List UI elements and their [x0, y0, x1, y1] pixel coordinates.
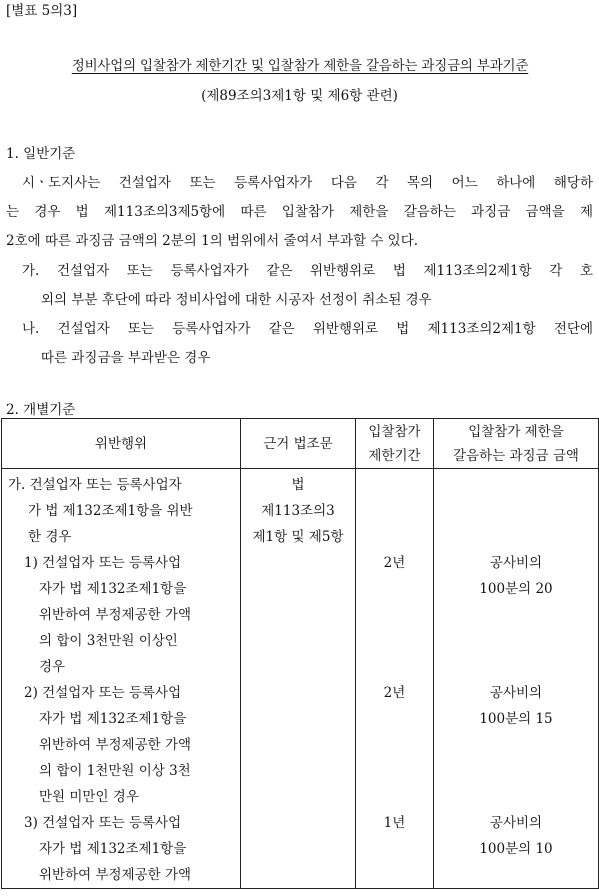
legal-basis-line: 법 — [291, 477, 305, 493]
table-row — [2, 469, 599, 889]
sub-item-line: 의 합이 1천만원 이상 3천 — [39, 763, 191, 779]
group-violation-line: 가 법 제132조제1항을 위반 — [28, 503, 193, 519]
penalty-line: 100분의 10 — [479, 841, 553, 857]
period-value: 2년 — [383, 685, 406, 701]
sub-item-line: 자가 법 제132조제1항을 — [39, 711, 187, 727]
general-paragraph-line: 는 경우 법 제113조의3제5항에 따른 입찰참가 제한을 갈음하는 과징금 금액을 제 — [6, 204, 593, 220]
sub-item-3-violation — [2, 810, 240, 888]
table-header-row — [2, 419, 599, 469]
sub-item-line: 위반하여 부정제공한 가액 — [39, 867, 192, 883]
col-header-legal-basis: 근거 법조문 — [241, 419, 356, 469]
sub-item-1-violation — [2, 550, 240, 680]
sub-item-line: 2) 건설업자 또는 등록사업 — [24, 685, 182, 701]
group-violation-line: 한 경우 — [28, 529, 72, 545]
penalty-line: 공사비의 — [489, 555, 543, 571]
legal-basis-line: 제1항 및 제5항 — [252, 529, 344, 545]
general-paragraph-line: 2호에 따른 과징금 금액의 2분의 1의 범위에서 줄여서 부과할 수 있다. — [6, 233, 419, 249]
general-item-na: 나. 건설업자 또는 등록사업자가 같은 위반행위로 법 제113조의2제1항 전단에 — [22, 321, 593, 337]
document-title: 정비사업의 입찰참가 제한기간 및 입찰참가 제한을 갈음하는 과징금의 부과기준 — [71, 58, 529, 74]
general-item-ga-cont: 외의 부분 후단에 따라 정비사업에 대한 시공자 선정이 취소된 경우 — [41, 292, 432, 308]
col-header-penalty-line: 갈음하는 과징금 금액 — [453, 447, 579, 464]
period-value: 1년 — [383, 815, 406, 831]
col-header-penalty — [434, 419, 599, 469]
sub-item-line: 의 합이 3천만원 이상인 — [39, 633, 178, 649]
sub-item-line: 자가 법 제132조제1항을 — [39, 581, 187, 597]
sub-item-line: 3) 건설업자 또는 등록사업 — [24, 815, 182, 831]
sub-item-line: 위반하여 부정제공한 가액 — [39, 737, 192, 753]
period-cell — [356, 469, 434, 889]
col-header-period-line: 입찰참가 — [368, 423, 421, 440]
general-paragraph-line: 시ㆍ도지사는 건설업자 또는 등록사업자가 다음 각 목의 어느 하나에 해당하 — [22, 175, 593, 191]
general-item-ga: 가. 건설업자 또는 등록사업자가 같은 위반행위로 법 제113조의2제1항 각 호 — [22, 263, 593, 279]
legal-basis-line: 제113조의3 — [261, 503, 335, 519]
penalty-cell — [434, 469, 599, 889]
appendix-label: [별표 5의3] — [6, 3, 78, 19]
general-item-na-cont: 따른 과징금을 부과받은 경우 — [41, 350, 211, 366]
individual-heading: 2. 개별기준 — [6, 402, 76, 418]
col-header-period — [356, 419, 434, 469]
col-header-period-line: 제한기간 — [368, 447, 421, 464]
sub-item-line: 만원 미만인 경우 — [39, 789, 139, 805]
sub-item-line: 경우 — [39, 659, 66, 675]
penalty-line: 공사비의 — [489, 815, 543, 831]
sub-item-line: 자가 법 제132조제1항을 — [39, 841, 187, 857]
penalty-line: 100분의 20 — [479, 581, 553, 597]
penalty-line: 100분의 15 — [479, 711, 553, 727]
col-header-violation: 위반행위 — [2, 419, 241, 469]
legal-basis-cell — [241, 469, 356, 889]
group-violation — [2, 472, 240, 550]
violation-cell — [2, 469, 241, 889]
document-subtitle: (제89조의3제1항 및 제6항 관련) — [201, 88, 398, 104]
general-heading: 1. 일반기준 — [6, 146, 76, 162]
group-violation-line: 가. 건설업자 또는 등록사업자 — [8, 477, 182, 493]
sub-item-line: 1) 건설업자 또는 등록사업 — [24, 555, 182, 571]
period-value: 2년 — [383, 555, 406, 571]
col-header-penalty-line: 입찰참가 제한을 — [468, 423, 564, 440]
penalty-line: 공사비의 — [489, 685, 543, 701]
sub-item-2-violation — [2, 680, 240, 810]
criteria-table — [1, 418, 599, 889]
sub-item-line: 위반하여 부정제공한 가액 — [39, 607, 192, 623]
